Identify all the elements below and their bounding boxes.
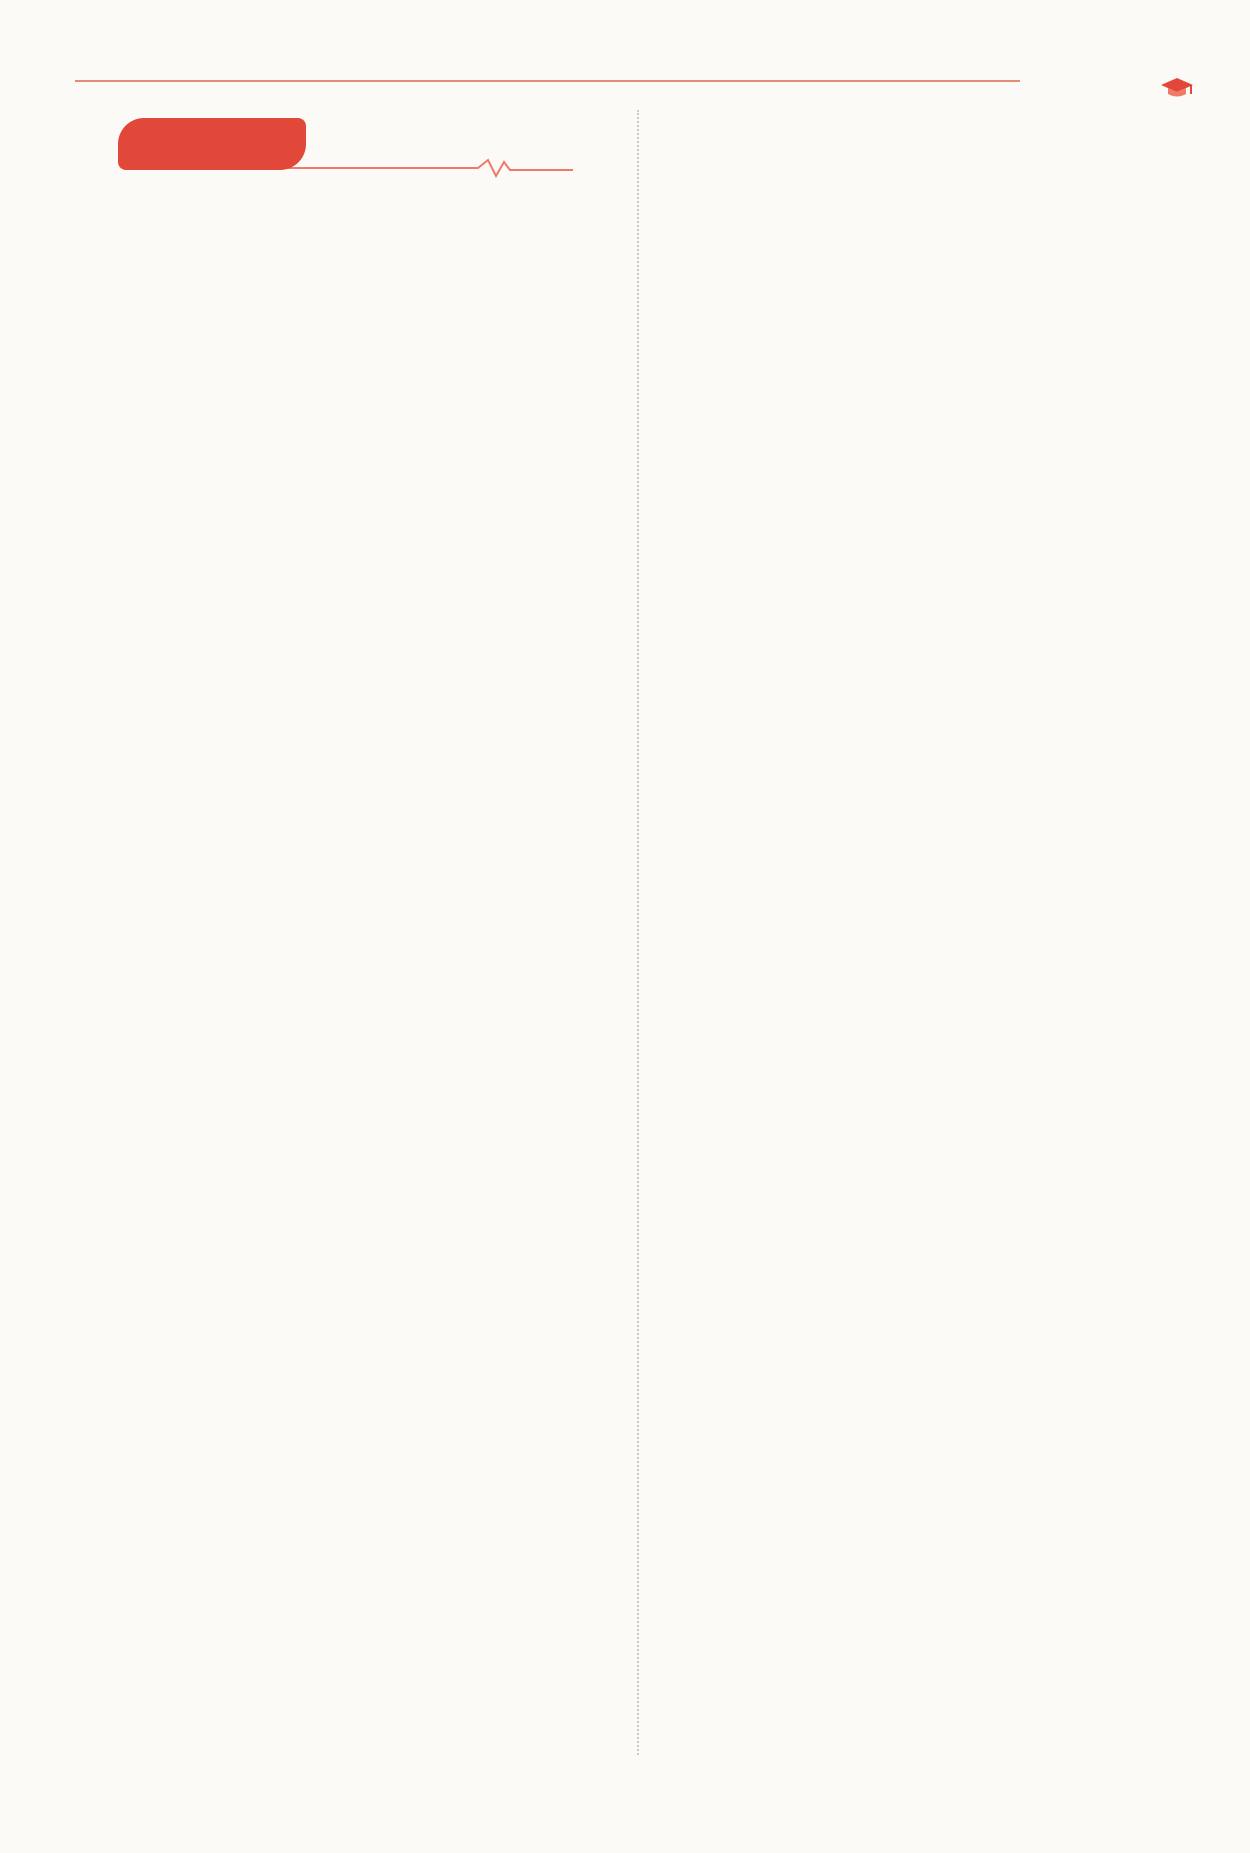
exercise-title [650,114,1195,158]
header-rule [75,80,1020,82]
graduation-cap-icon [1160,76,1194,100]
right-column [650,112,1195,164]
exercise-title [72,188,617,232]
section-banner [118,118,573,176]
left-column [72,188,617,238]
section-badge [118,118,306,170]
column-divider [637,110,639,1755]
